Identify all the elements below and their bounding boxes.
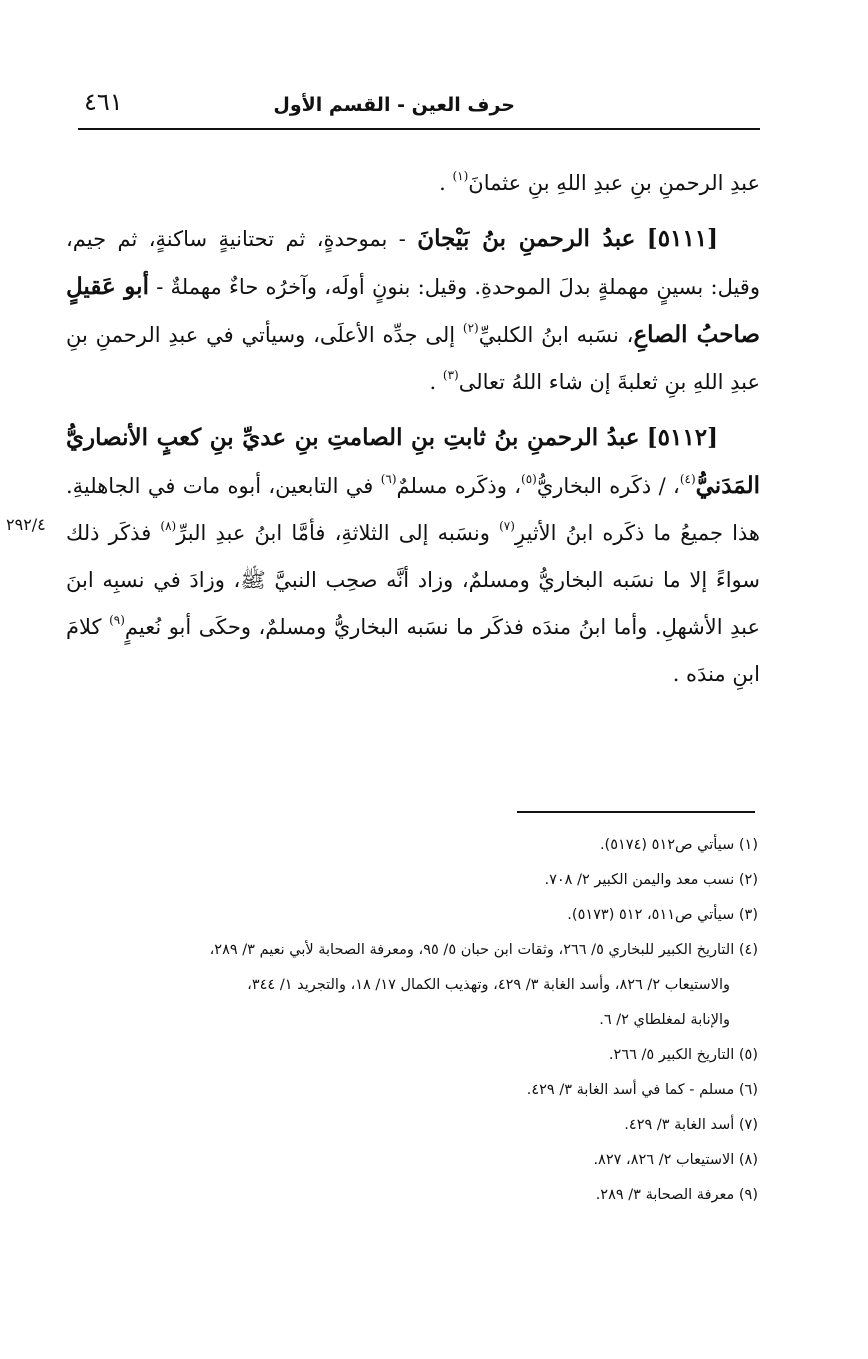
entry-number: [٥١١١] bbox=[646, 225, 718, 252]
margin-reference: ٢٩٢/٤ bbox=[6, 515, 46, 534]
footnote-2: (٢) نسب معد واليمن الكبير ٢/ ٧٠٨. bbox=[544, 872, 758, 888]
footnote-ref[interactable]: (٦) bbox=[380, 472, 397, 486]
footnote-ref[interactable]: (٩) bbox=[109, 613, 125, 627]
footnote-1: (١) سيأتي ص٥١٢ (٥١٧٤). bbox=[599, 837, 758, 853]
footnote-4: (٤) التاريخ الكبير للبخاري ٥/ ٢٦٦، وثقات ابن حبان ٥/ ٩٥، ومعرفة الصحابة لأبي نعيم ٣/ ٢٨٩، bbox=[209, 942, 758, 958]
footnote-5: (٥) التاريخ الكبير ٥/ ٢٦٦. bbox=[608, 1047, 758, 1063]
footnote-ref[interactable]: (٢) bbox=[462, 321, 479, 335]
main-text bbox=[66, 160, 760, 698]
page-number: ٤٦١ bbox=[84, 88, 123, 116]
footnote-ref[interactable]: (٣) bbox=[442, 368, 459, 382]
footnote-8: (٨) الاستيعاب ٢/ ٨٢٦، ٨٢٧. bbox=[593, 1152, 758, 1168]
footnote-ref[interactable]: (٨) bbox=[160, 519, 177, 533]
footnote-ref[interactable]: (٧) bbox=[499, 519, 515, 533]
footnote-9: (٩) معرفة الصحابة ٣/ ٢٨٩. bbox=[595, 1187, 758, 1203]
running-header bbox=[78, 88, 760, 130]
footnote-3: (٣) سيأتي ص٥١١، ٥١٢ (٥١٧٣). bbox=[567, 907, 758, 923]
entry-name: عبدُ الرحمنِ بنُ بَيْجانَ bbox=[417, 225, 636, 252]
footnote-4-cont: والاستيعاب ٢/ ٨٢٦، وأسد الغابة ٣/ ٤٢٩، وتهذيب الكمال ١٧/ ١٨، والتجريد ١/ ٣٤٤، bbox=[247, 977, 730, 993]
entry-5111: [٥١١١] عبدُ الرحمنِ بنُ بَيْجانَ - بموحدةٍ، ثم تحتانيةٍ ساكنةٍ، ثم جيم، وقيل: بسينٍ مهملةٍ بدلَ الموحدةِ. وقيل: بنونٍ أولَه، وآخرُه حاءٌ مهملةٌ - أبو عَقيلٍ صاحبُ الصاعِ، نسَبه ابنُ الكلبيِّ$^{(٢)}$ إلى جدِّه الأعلَى، وسيأتي في عبدِ الرحمنِ بنِ عبدِ اللهِ بنِ ثعلبةَ إن شاء اللهُ تعالى$^{(٣)}$ . bbox=[66, 225, 761, 394]
footnote-4-cont: والإنابة لمغلطاي ٢/ ٦. bbox=[599, 1012, 730, 1028]
footnote-separator bbox=[517, 811, 755, 813]
footnote-7: (٧) أسد الغابة ٣/ ٤٢٩. bbox=[624, 1117, 758, 1133]
footnote-ref[interactable]: (٤) bbox=[679, 472, 696, 486]
footnote-ref[interactable]: (٥) bbox=[521, 472, 537, 486]
footnote-6: (٦) مسلم - كما في أسد الغابة ٣/ ٤٢٩. bbox=[526, 1082, 758, 1098]
footnote-ref[interactable]: (١) bbox=[452, 169, 469, 183]
chapter-title: حرف العين - القسم الأول bbox=[273, 94, 515, 116]
footnotes bbox=[40, 828, 758, 1213]
entry-kunya: أبو عَقيلٍ صاحبُ الصاعِ bbox=[66, 273, 761, 348]
entry-name: عبدُ الرحمنِ بنُ ثابتِ بنِ الصامتِ بنِ عديِّ بنِ كعبٍ الأنصاريُّ المَدَنيُّ bbox=[66, 424, 760, 499]
entry-number: [٥١١٢] bbox=[646, 424, 718, 451]
entry-5112: [٥١١٢] عبدُ الرحمنِ بنُ ثابتِ بنِ الصامتِ بنِ عديِّ بنِ كعبٍ الأنصاريُّ المَدَنيُّ$^{(٤)}$، / ذكَره البخاريُّ$^{(٥)}$، وذكَره مسلمٌ$^{(٦)}$ في التابعين، أبوه مات في الجاهليةِ. هذا جميعُ ما ذكَره ابنُ الأثيرِ$^{(٧)}$ ونسَبه إلى الثلاثةِ، فأمَّا ابنُ عبدِ البرِّ$^{(٨)}$ فذكَر ذلك سواءً إلا ما نسَبه البخاريُّ ومسلمٌ، وزاد أنَّه صحِب النبيَّ ﷺ، وزادَ في نسبِه ابنَ عبدِ الأشهلِ. وأما ابنُ مندَه فذكَر ما نسَبه البخاريُّ ومسلمٌ، وحكَى أبو نُعيمٍ$^{(٩)}$ كلامَ ابنِ مندَه . bbox=[66, 424, 761, 686]
continuation-paragraph: عبدِ الرحمنِ بنِ عبدِ اللهِ بنِ عثمانَ$^{(١)}$ . bbox=[439, 169, 760, 195]
